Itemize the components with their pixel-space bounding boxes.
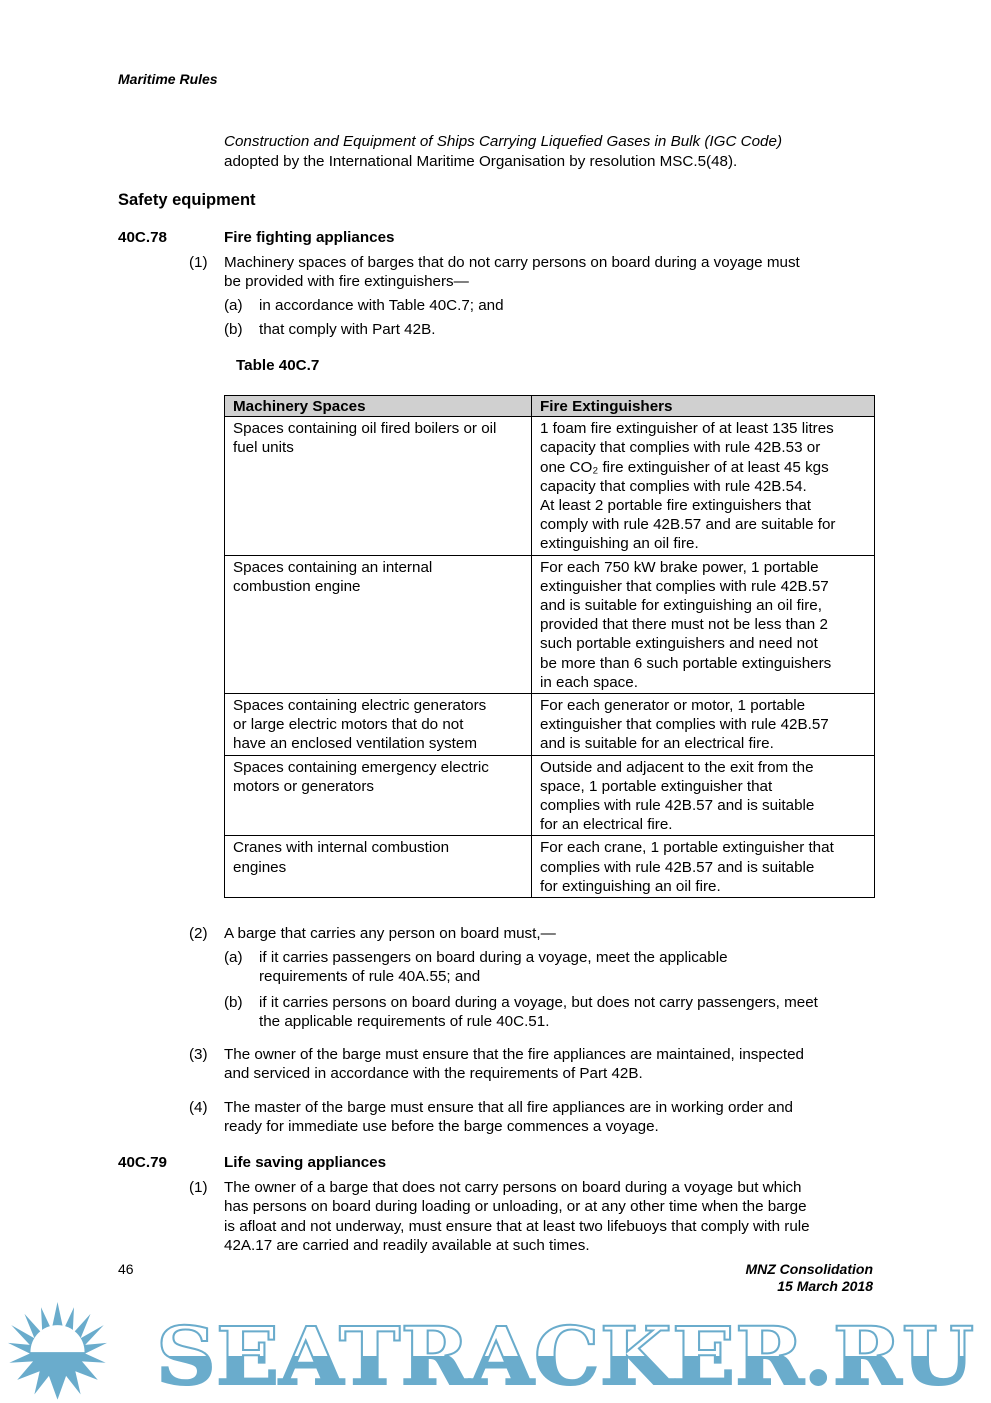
item-num: (b) [224, 321, 243, 338]
footer-date: 15 March 2018 [777, 1278, 873, 1294]
table-cell: Cranes with internal combustion engines [225, 836, 532, 898]
rule-number: 40C.79 [118, 1154, 167, 1171]
item-num: (a) [224, 297, 243, 314]
seatracker-watermark [0, 1300, 991, 1403]
para-text: A barge that carries any person on board must,— [224, 925, 556, 942]
para-text: The master of the barge must ensure that all fire appliances are in working order and ready for immediate use before the barge commences a voyage. [224, 1099, 793, 1136]
intro-text: adopted by the International Maritime Organisation by resolution MSC.5(48). [224, 153, 738, 170]
watermark-text: SEATRACKER.RU [156, 1309, 974, 1403]
table-cell: For each 750 kW brake power, 1 portable extinguisher that complies with rule 42B.57 and is suitable for extinguishing an oil fire, provided that there must not be less than 2 such portable extinguishers and need not be more than 6 such portable extinguishers in each space. [532, 555, 875, 693]
para-text: The owner of the barge must ensure that the fire appliances are maintained, inspected and serviced in accordance with the requirements of Part 42B. [224, 1046, 805, 1083]
item-text: if it carries passengers on board during a voyage, meet the applicable requirements of rule 40A.55; and [259, 949, 728, 986]
table-cell: Spaces containing an internal combustion engine [225, 555, 532, 693]
table-cell: 1 foam fire extinguisher of at least 135 litres capacity that complies with rule 42B.53 or one CO₂ fire extinguisher of at least 45 kgs capacity that complies with rule 42B.54. At least 2 portable fire extinguishers that comply with rule 42B.57 and are suitable for extinguishing an oil fire. [532, 417, 875, 555]
para-num: (3) [189, 1046, 208, 1063]
column-header: Fire Extinguishers [532, 396, 875, 417]
table-row [225, 417, 875, 555]
table-cell: For each generator or motor, 1 portable extinguisher that complies with rule 42B.57 and is suitable for an electrical fire. [532, 694, 875, 756]
table-row [225, 836, 875, 898]
column-header: Machinery Spaces [225, 396, 532, 417]
table-row [225, 555, 875, 693]
intro-code-title: Construction and Equipment of Ships Carrying Liquefied Gases in Bulk (IGC Code) [224, 133, 782, 150]
rule-title: Fire fighting appliances [224, 229, 395, 246]
running-title: Maritime Rules [118, 71, 218, 87]
para-num: (1) [189, 254, 208, 271]
rule-number: 40C.78 [118, 229, 167, 246]
item-num: (a) [224, 949, 243, 966]
para-num: (2) [189, 925, 208, 942]
table-row [225, 694, 875, 756]
footer-consolidation: MNZ Consolidation [745, 1261, 873, 1277]
table-cell: Spaces containing electric generators or large electric motors that do not have an enclosed ventilation system [225, 694, 532, 756]
item-text: in accordance with Table 40C.7; and [259, 297, 504, 314]
page-number: 46 [118, 1261, 134, 1277]
table-caption: Table 40C.7 [236, 357, 320, 374]
table-cell: For each crane, 1 portable extinguisher that complies with rule 42B.57 and is suitable for extinguishing an oil fire. [532, 836, 875, 898]
table-cell: Spaces containing emergency electric motors or generators [225, 755, 532, 836]
item-text: if it carries persons on board during a voyage, but does not carry passengers, meet the applicable requirements of rule 40C.51. [259, 994, 818, 1031]
para-num: (1) [189, 1179, 208, 1196]
table-header-row [225, 396, 875, 417]
para-text: Machinery spaces of barges that do not carry persons on board during a voyage must be provided with fire extinguishers— [224, 254, 800, 291]
sun-logo-icon [8, 1302, 107, 1400]
rule-title: Life saving appliances [224, 1154, 387, 1171]
table-cell: Outside and adjacent to the exit from the space, 1 portable extinguisher that complies with rule 42B.57 and is suitable for an electrical fire. [532, 755, 875, 836]
para-num: (4) [189, 1099, 208, 1116]
table-cell: Spaces containing oil fired boilers or oil fuel units [225, 417, 532, 555]
item-text: that comply with Part 42B. [259, 321, 436, 338]
table-row [225, 755, 875, 836]
para-text: The owner of a barge that does not carry persons on board during a voyage but which has persons on board during loading or unloading, or at any other time when the barge is afloat and not underway, must ensure that at least two lifebuoys that comply with rule 42A.17 are carried and readily available at such times. [224, 1179, 810, 1254]
section-heading: Safety equipment [118, 191, 256, 209]
item-num: (b) [224, 994, 243, 1011]
fire-extinguisher-table [224, 395, 875, 898]
